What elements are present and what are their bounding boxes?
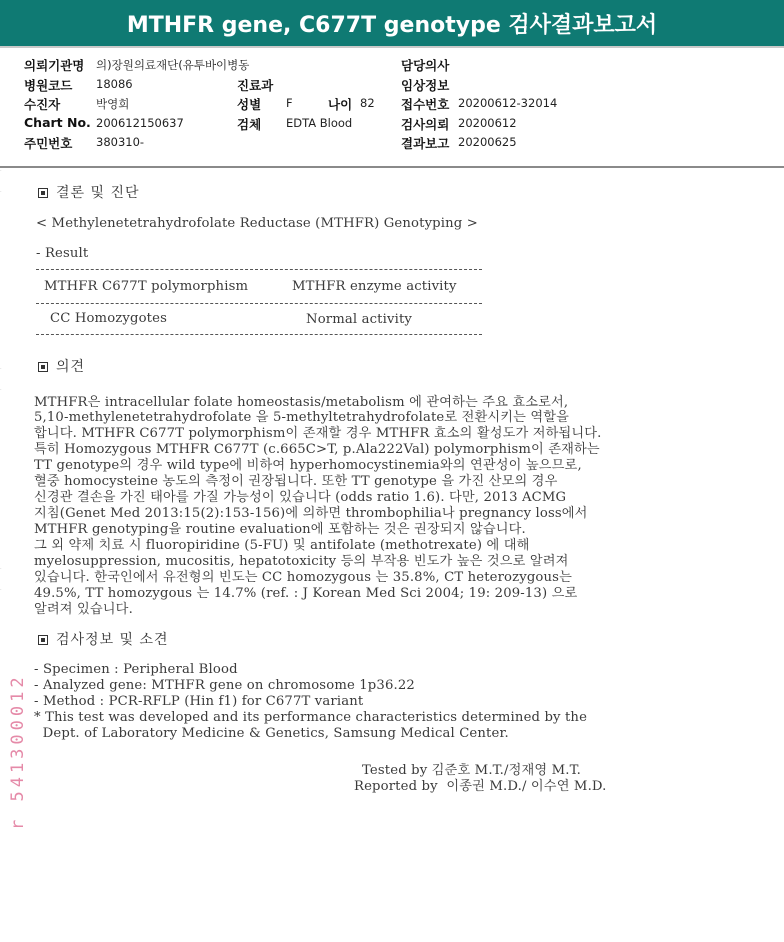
hospital-code-value: 18086 bbox=[96, 77, 133, 91]
opinion-line: 혈중 homocysteine 농도의 측정이 권장됩니다. 또한 TT genotype 을 가진 산모의 경우 bbox=[34, 474, 558, 489]
patient-value: 박영희 bbox=[96, 97, 130, 111]
requesting-institution-value: 의)장원의료재단(유투바이병동 bbox=[96, 58, 250, 72]
conclusion-subtitle: < Methylenetetrahydrofolate Reductase (MTHFR) Genotyping > bbox=[36, 216, 478, 231]
clinical-info-label: 임상정보 bbox=[401, 78, 450, 93]
department-label: 진료과 bbox=[237, 78, 274, 93]
tested-by: Tested by 김준호 M.T./정재영 M.T. bbox=[362, 763, 581, 778]
specimen-value: EDTA Blood bbox=[286, 116, 353, 130]
test-request-value: 20200612 bbox=[458, 116, 517, 130]
opinion-line: 특히 Homozygous MTHFR C677T (c.665C>T, p.Ala222Val) polymorphism이 존재하는 bbox=[34, 442, 600, 457]
opinion-heading: 의견 bbox=[38, 356, 85, 376]
reported-by: Reported by 이종권 M.D./ 이수연 M.D. bbox=[354, 779, 607, 794]
test-info-line: * This test was developed and its performance characteristics determined by the bbox=[34, 710, 588, 725]
test-info-heading: 검사정보 및 소견 bbox=[38, 629, 169, 649]
chart-no-value: 200612150637 bbox=[96, 116, 184, 130]
conclusion-heading: 결론 및 진단 bbox=[38, 182, 140, 202]
scan-artifact bbox=[0, 170, 10, 192]
genotype-column-header: MTHFR C677T polymorphism bbox=[44, 279, 249, 294]
opinion-line: 5,10-methylenetetrahydrofolate 을 5-methyltetrahydrofolate로 전환시키는 역할을 bbox=[34, 410, 570, 425]
result-label: - Result bbox=[36, 246, 89, 261]
opinion-line: MTHFR genotyping을 routine evaluation에 포함하는 것은 권장되지 않습니다. bbox=[34, 522, 526, 537]
resident-no-label: 주민번호 bbox=[24, 136, 73, 151]
table-rule bbox=[36, 303, 482, 304]
table-rule bbox=[36, 269, 482, 270]
opinion-line: myelosuppression, mucositis, hepatotoxicity 등의 부작용 빈도가 높은 것으로 알려져 bbox=[34, 554, 569, 569]
test-info-line: - Method : PCR-RFLP (Hin f1) for C677T variant bbox=[34, 694, 364, 709]
side-id-stamp: r 541300012 bbox=[8, 673, 28, 830]
test-request-label: 검사의뢰 bbox=[401, 117, 450, 132]
genotype-result: CC Homozygotes bbox=[50, 311, 168, 326]
activity-result: Normal activity bbox=[306, 312, 412, 327]
doctor-label: 담당의사 bbox=[401, 58, 450, 73]
report-title: MTHFR gene, C677T genotype 검사결과보고서 bbox=[0, 0, 784, 48]
opinion-line: 그 외 약제 치료 시 fluoropiridine (5-FU) 및 antifolate (methotrexate) 에 대해 bbox=[34, 538, 530, 553]
resident-no-value: 380310- bbox=[96, 135, 145, 149]
opinion-line: 있습니다. 한국인에서 유전형의 빈도는 CC homozygous 는 35.8%, CT heterozygous는 bbox=[34, 570, 572, 585]
opinion-line: TT genotype의 경우 wild type에 비하여 hyperhomocystinemia와의 연관성이 높으므로, bbox=[34, 458, 582, 473]
opinion-line: 합니다. MTHFR C677T polymorphism이 존재할 경우 MTHFR 효소의 활성도가 저하됩니다. bbox=[34, 426, 602, 441]
sex-value: F bbox=[286, 96, 293, 110]
requesting-institution-label: 의뢰기관명 bbox=[24, 58, 85, 73]
test-info-line: - Specimen : Peripheral Blood bbox=[34, 662, 238, 677]
activity-column-header: MTHFR enzyme activity bbox=[292, 279, 457, 294]
square-bullet-icon bbox=[38, 188, 48, 198]
scan-artifact bbox=[0, 568, 10, 590]
opinion-line: 지침(Genet Med 2013:15(2):153-156)에 의하면 thrombophilia나 pregnancy loss에서 bbox=[34, 506, 588, 521]
chart-no-label: Chart No. bbox=[24, 115, 91, 130]
table-rule bbox=[36, 334, 482, 335]
receipt-no-label: 접수번호 bbox=[401, 97, 450, 112]
result-report-value: 20200625 bbox=[458, 135, 517, 149]
result-report-label: 결과보고 bbox=[401, 136, 450, 151]
square-bullet-icon bbox=[38, 635, 48, 645]
age-label: 나이 bbox=[328, 97, 353, 112]
test-info-line: Dept. of Laboratory Medicine & Genetics, Samsung Medical Center. bbox=[34, 726, 509, 741]
age-value: 82 bbox=[360, 96, 375, 110]
opinion-line: 알려져 있습니다. bbox=[34, 602, 133, 617]
opinion-line: 신경관 결손을 가진 태아를 가질 가능성이 있습니다 (odds ratio 1.6). 다만, 2013 ACMG bbox=[34, 490, 567, 505]
opinion-line: MTHFR은 intracellular folate homeostasis/metabolism 에 관여하는 주요 효소로서, bbox=[34, 395, 569, 410]
specimen-label: 검체 bbox=[237, 117, 262, 132]
hospital-code-label: 병원코드 bbox=[24, 78, 73, 93]
sex-label: 성별 bbox=[237, 97, 262, 112]
patient-info-panel bbox=[0, 54, 784, 168]
square-bullet-icon bbox=[38, 362, 48, 372]
patient-label: 수진자 bbox=[24, 97, 61, 112]
scanned-report-body bbox=[0, 168, 784, 942]
receipt-no-value: 20200612-32014 bbox=[458, 96, 558, 110]
opinion-line: 49.5%, TT homozygous 는 14.7% (ref. : J Korean Med Sci 2004; 19: 209-13) 으로 bbox=[34, 586, 578, 601]
scan-artifact bbox=[0, 368, 10, 390]
test-info-line: - Analyzed gene: MTHFR gene on chromosome 1p36.22 bbox=[34, 678, 415, 693]
